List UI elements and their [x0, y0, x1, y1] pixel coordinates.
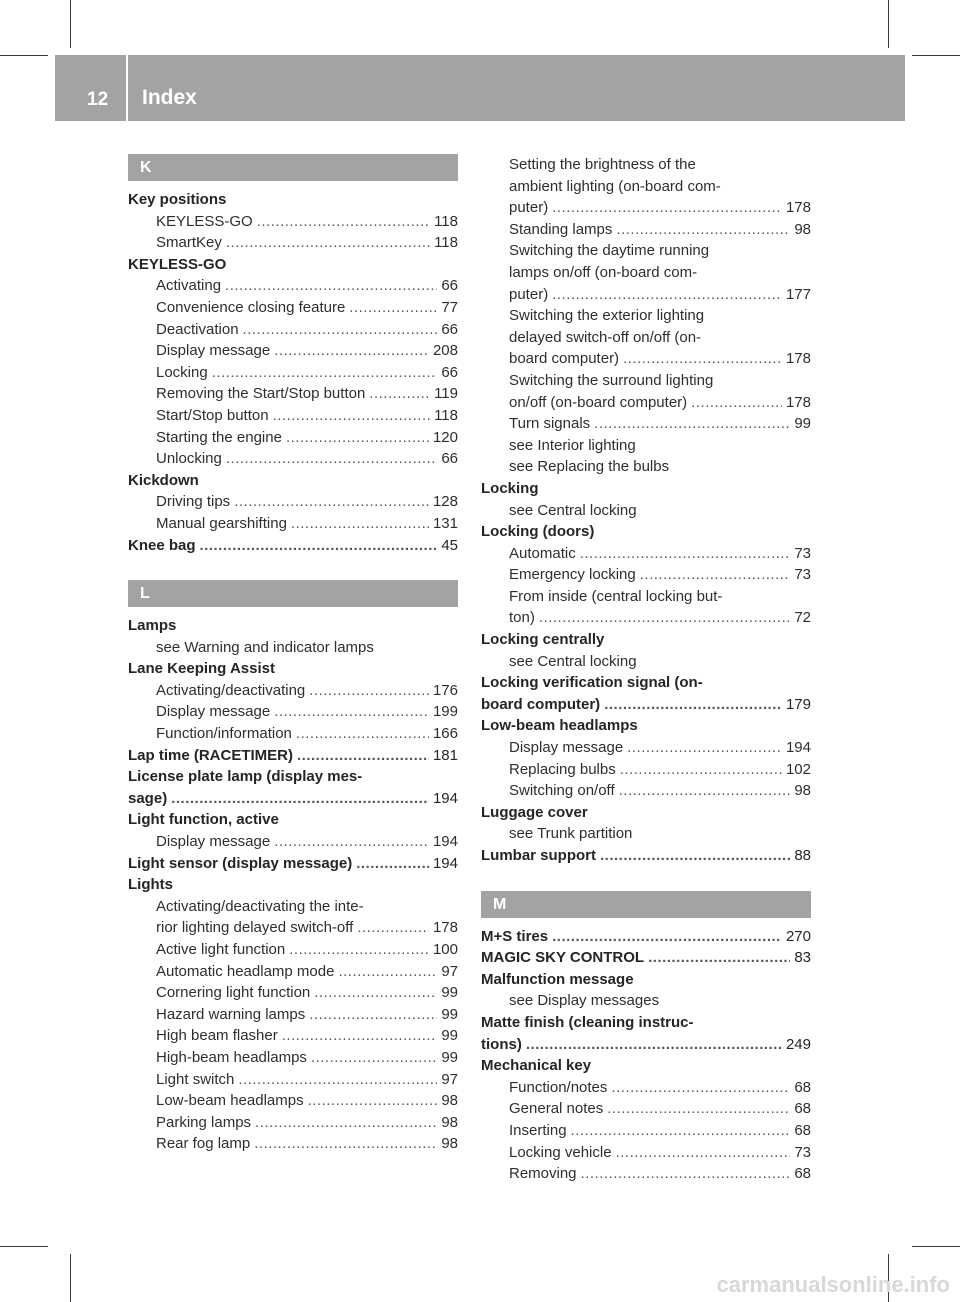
index-subentry — [128, 1112, 458, 1134]
entry-text: Locking — [481, 479, 539, 497]
index-subentry — [481, 651, 811, 673]
index-subentry — [128, 831, 458, 853]
dot-leader — [171, 788, 429, 810]
entry-text: Low-beam headlamps — [156, 1092, 304, 1110]
index-term — [481, 1012, 811, 1034]
entry-text: Locking — [156, 363, 208, 381]
page-reference[interactable]: 72 — [794, 609, 811, 627]
index-subentry — [481, 780, 811, 802]
entry-text: Display message — [509, 739, 624, 757]
crop-mark — [888, 0, 889, 48]
index-subentry — [128, 362, 458, 384]
watermark: carmanualsonline.info — [716, 1272, 950, 1297]
index-subentry — [128, 383, 458, 405]
page-reference[interactable]: 98 — [794, 220, 811, 238]
page-reference[interactable]: 178 — [785, 350, 811, 368]
entry-text: Knee bag — [128, 536, 196, 554]
index-subentry — [481, 1077, 811, 1099]
index-subentry — [128, 405, 458, 427]
dot-leader — [571, 1120, 791, 1142]
page-reference[interactable]: 177 — [785, 285, 811, 303]
entry-text: Light sensor (display message) — [128, 854, 353, 872]
entry-text: Luggage cover — [481, 803, 588, 821]
index-term — [481, 1034, 811, 1056]
index-term — [481, 845, 811, 867]
dot-leader — [619, 780, 791, 802]
page-reference[interactable]: 73 — [794, 544, 811, 562]
dot-leader — [282, 1025, 438, 1047]
page-reference[interactable]: 208 — [432, 342, 458, 360]
dot-leader — [616, 219, 790, 241]
page-reference[interactable]: 194 — [432, 833, 458, 851]
index-subentry — [481, 392, 811, 414]
entry-text: Activating — [156, 277, 222, 295]
page-reference[interactable]: 66 — [441, 363, 458, 381]
entry-text: Switching the exterior lighting — [509, 307, 705, 325]
index-subentry — [128, 1090, 458, 1112]
page-reference[interactable]: 45 — [441, 536, 458, 554]
index-term — [128, 615, 458, 637]
index-subentry — [128, 340, 458, 362]
dot-leader — [212, 362, 438, 384]
page-reference[interactable]: 99 — [441, 1027, 458, 1045]
index-term — [128, 658, 458, 680]
index-term — [128, 874, 458, 896]
dot-leader — [308, 1090, 438, 1112]
page-reference[interactable]: 194 — [432, 854, 458, 872]
index-subentry — [481, 435, 811, 457]
page-reference[interactable]: 119 — [434, 385, 458, 403]
page-reference[interactable]: 98 — [441, 1092, 458, 1110]
entry-text: Malfunction message — [481, 970, 634, 988]
dot-leader — [257, 211, 430, 233]
dot-leader — [289, 939, 429, 961]
page-reference[interactable]: 120 — [432, 428, 458, 446]
entry-text: Light function, active — [128, 811, 279, 829]
index-term — [481, 802, 811, 824]
dot-leader — [539, 607, 790, 629]
page-reference[interactable]: 68 — [794, 1165, 811, 1183]
index-subentry — [481, 1142, 811, 1164]
page-reference[interactable]: 176 — [432, 681, 458, 699]
entry-text: see Central locking — [509, 501, 637, 519]
entry-text: Replacing bulbs — [509, 760, 616, 778]
entry-text: Lamps — [128, 617, 177, 635]
crop-mark — [70, 0, 71, 48]
page-reference[interactable]: 181 — [432, 746, 458, 764]
dot-leader — [255, 1112, 437, 1134]
index-subentry — [128, 275, 458, 297]
index-subentry — [481, 262, 811, 284]
crop-mark — [0, 55, 48, 56]
entry-text: delayed switch-off on/off (on- — [509, 328, 702, 346]
dot-leader — [314, 982, 437, 1004]
index-subentry — [481, 327, 811, 349]
index-subentry — [128, 1069, 458, 1091]
entry-text: see Interior lighting — [509, 436, 636, 454]
entry-text: Convenience closing feature — [156, 298, 346, 316]
entry-text: Locking centrally — [481, 631, 605, 649]
entry-text: Switching on/off — [509, 782, 615, 800]
entry-text: Switching the surround lighting — [509, 371, 714, 389]
index-subentry — [128, 232, 458, 254]
index-subentry — [128, 896, 458, 918]
page-reference[interactable]: 77 — [441, 298, 458, 316]
page-reference[interactable]: 73 — [794, 1143, 811, 1161]
entry-text: puter) — [509, 199, 549, 217]
entry-text: MAGIC SKY CONTROL — [481, 949, 645, 967]
index-subentry — [481, 500, 811, 522]
index-term — [128, 809, 458, 831]
page-reference[interactable]: 118 — [434, 406, 458, 424]
page-reference[interactable]: 178 — [432, 919, 458, 937]
entry-text: Driving tips — [156, 493, 231, 511]
dot-leader — [309, 1004, 437, 1026]
index-subentry — [481, 284, 811, 306]
entry-text: sage) — [128, 789, 168, 807]
dot-leader — [274, 340, 429, 362]
dot-leader — [620, 759, 782, 781]
page-reference[interactable]: 249 — [785, 1035, 811, 1053]
page-reference[interactable]: 179 — [785, 695, 811, 713]
index-subentry — [481, 823, 811, 845]
entry-text: Function/information — [156, 725, 292, 743]
dot-leader — [296, 723, 429, 745]
index-subentry — [481, 413, 811, 435]
page-reference[interactable]: 194 — [432, 789, 458, 807]
dot-leader — [226, 232, 430, 254]
index-term — [481, 694, 811, 716]
entry-text: Automatic headlamp mode — [156, 962, 335, 980]
dot-leader — [291, 513, 429, 535]
index-term — [481, 715, 811, 737]
entry-text: Lights — [128, 876, 173, 894]
index-term — [481, 1055, 811, 1077]
dot-leader — [552, 197, 782, 219]
page-reference[interactable]: 178 — [785, 199, 811, 217]
index-term — [481, 521, 811, 543]
entry-text: puter) — [509, 285, 549, 303]
dot-leader — [627, 737, 782, 759]
index-subentry — [128, 427, 458, 449]
index-subentry — [128, 1133, 458, 1155]
index-subentry — [128, 1047, 458, 1069]
page-reference[interactable]: 97 — [441, 962, 458, 980]
index-term — [128, 470, 458, 492]
entry-text: Cornering light function — [156, 984, 311, 1002]
index-column-right — [481, 154, 811, 1185]
page-reference[interactable]: 68 — [794, 1121, 811, 1139]
entry-text: Low-beam headlamps — [481, 717, 638, 735]
entry-text: Locking verification signal (on- — [481, 674, 703, 692]
dot-leader — [604, 694, 782, 716]
entry-text: Turn signals — [509, 415, 591, 433]
entry-text: Start/Stop button — [156, 406, 269, 424]
entry-text: Lumbar support — [481, 847, 596, 864]
crop-mark — [0, 1246, 48, 1247]
entry-text: see Replacing the bulbs — [509, 458, 670, 476]
entry-text: KEYLESS-GO — [128, 255, 227, 273]
entry-text: Setting the brightness of the — [509, 156, 696, 173]
index-subentry — [481, 370, 811, 392]
entry-text: Active light function — [156, 941, 286, 958]
page-reference[interactable]: 166 — [432, 725, 458, 743]
index-subentry — [481, 348, 811, 370]
entry-text: Automatic — [509, 544, 576, 562]
entry-text: Emergency locking — [509, 566, 636, 584]
page-reference[interactable]: 194 — [785, 739, 811, 757]
index-term — [128, 535, 458, 557]
index-subentry — [481, 240, 811, 262]
entry-text: M+S tires — [481, 927, 549, 945]
index-subentry — [481, 1120, 811, 1142]
entry-text: Hazard warning lamps — [156, 1005, 306, 1023]
dot-leader — [297, 745, 429, 767]
entry-text: ambient lighting (on-board com- — [509, 177, 721, 195]
page-reference[interactable]: 68 — [794, 1100, 811, 1118]
index-term — [481, 478, 811, 500]
dot-leader — [648, 947, 790, 969]
index-subentry — [481, 1098, 811, 1120]
index-subentry — [481, 759, 811, 781]
dot-leader — [311, 1047, 437, 1069]
dot-leader — [200, 535, 438, 557]
index-subentry — [481, 456, 811, 478]
index-subentry — [481, 305, 811, 327]
page-reference[interactable]: 128 — [432, 493, 458, 511]
entry-text: lamps on/off (on-board com- — [509, 263, 698, 281]
entry-text: Display message — [156, 703, 271, 721]
index-subentry — [128, 701, 458, 723]
index-subentry — [128, 211, 458, 233]
index-term — [481, 969, 811, 991]
entry-text: From inside (central locking but- — [509, 587, 723, 605]
page-reference[interactable]: 83 — [794, 949, 811, 967]
entry-text: Inserting — [509, 1121, 567, 1139]
dot-leader — [286, 427, 429, 449]
entry-text: Locking (doors) — [481, 523, 595, 541]
page-reference[interactable]: 102 — [785, 760, 811, 778]
index-term — [481, 926, 811, 948]
dot-leader — [357, 917, 429, 939]
page-number: 12 — [87, 89, 109, 110]
dot-leader — [338, 961, 437, 983]
index-column-left — [128, 154, 458, 1155]
index-subentry — [481, 990, 811, 1012]
index-subentry — [128, 680, 458, 702]
section-heading-k: K — [128, 154, 458, 181]
dot-leader — [226, 448, 437, 470]
dot-leader — [243, 319, 438, 341]
dot-leader — [616, 1142, 791, 1164]
entry-text: Parking lamps — [156, 1113, 252, 1131]
index-term — [481, 672, 811, 694]
index-subentry — [481, 1163, 811, 1185]
page-reference[interactable]: 131 — [432, 514, 458, 532]
crop-mark — [912, 1246, 960, 1247]
header-divider — [126, 55, 128, 121]
entry-text: Kickdown — [128, 471, 199, 489]
index-subentry — [128, 982, 458, 1004]
entry-text: Activating/deactivating — [156, 681, 306, 699]
page-reference[interactable]: 99 — [441, 984, 458, 1002]
entry-text: see Display messages — [509, 992, 660, 1010]
dot-leader — [356, 853, 429, 875]
entry-text: General notes — [509, 1100, 604, 1118]
index-subentry — [128, 939, 458, 961]
page-reference[interactable]: 98 — [794, 782, 811, 800]
page-reference[interactable]: 97 — [441, 1070, 458, 1088]
dot-leader — [274, 701, 429, 723]
entry-text: Mechanical key — [481, 1057, 592, 1075]
index-term — [128, 788, 458, 810]
index-subentry — [128, 448, 458, 470]
index-subentry — [481, 564, 811, 586]
page-reference[interactable]: 66 — [441, 450, 458, 468]
dot-leader — [552, 284, 782, 306]
page-reference[interactable]: 66 — [441, 277, 458, 295]
page-reference[interactable]: 199 — [432, 703, 458, 721]
page-reference[interactable]: 66 — [441, 320, 458, 338]
entry-text: Display message — [156, 833, 271, 851]
crop-mark — [70, 1254, 71, 1302]
page-reference[interactable]: 88 — [794, 847, 811, 864]
entry-text: Standing lamps — [509, 220, 613, 238]
entry-text: Key positions — [128, 191, 227, 208]
page-reference[interactable]: 100 — [432, 941, 458, 958]
section-heading-m: M — [481, 891, 811, 918]
page-reference[interactable]: 99 — [794, 415, 811, 433]
dot-leader — [369, 383, 430, 405]
dot-leader — [623, 348, 782, 370]
entry-text: Removing — [509, 1165, 577, 1183]
index-term — [128, 745, 458, 767]
entry-text: High-beam headlamps — [156, 1048, 307, 1066]
dot-leader — [594, 413, 790, 435]
entry-text: High beam flasher — [156, 1027, 278, 1045]
entry-text: Switching the daytime running — [509, 242, 710, 260]
entry-text: Light switch — [156, 1070, 235, 1088]
entry-text: ton) — [509, 609, 535, 627]
index-term — [128, 853, 458, 875]
dot-leader — [580, 543, 791, 565]
entry-text: Unlocking — [156, 450, 222, 468]
page-reference[interactable]: 99 — [441, 1048, 458, 1066]
page-reference[interactable]: 178 — [785, 393, 811, 411]
entry-text: tions) — [481, 1035, 522, 1053]
dot-leader — [273, 405, 431, 427]
dot-leader — [607, 1098, 790, 1120]
page-reference[interactable]: 118 — [434, 212, 458, 230]
entry-text: rior lighting delayed switch-off — [156, 919, 354, 937]
index-term — [481, 947, 811, 969]
dot-leader — [526, 1034, 782, 1056]
dot-leader — [640, 564, 791, 586]
index-term — [128, 766, 458, 788]
entry-text: Manual gearshifting — [156, 514, 287, 532]
index-subentry — [481, 154, 811, 176]
entry-text: Lane Keeping Assist — [128, 660, 275, 678]
section-heading-l: L — [128, 580, 458, 607]
index-term — [128, 189, 458, 211]
page-reference[interactable]: 270 — [785, 927, 811, 945]
index-subentry — [128, 491, 458, 513]
index-subentry — [128, 917, 458, 939]
entry-text: see Central locking — [509, 652, 637, 670]
index-term — [481, 629, 811, 651]
dot-leader — [238, 1069, 437, 1091]
page-reference[interactable]: 98 — [441, 1135, 458, 1153]
dot-leader — [600, 845, 790, 867]
index-subentry — [128, 1025, 458, 1047]
index-subentry — [481, 176, 811, 198]
index-subentry — [481, 737, 811, 759]
entry-text: SmartKey — [156, 234, 222, 252]
entry-text: Lap time (RACETIMER) — [128, 746, 293, 764]
entry-text: KEYLESS-GO — [156, 212, 253, 230]
entry-text: board computer) — [509, 350, 620, 368]
entry-text: License plate lamp (display mes- — [128, 768, 363, 786]
dot-leader — [309, 680, 429, 702]
index-subentry — [128, 1004, 458, 1026]
index-subentry — [128, 513, 458, 535]
entry-text: Function/notes — [509, 1078, 608, 1096]
entry-text: Locking vehicle — [509, 1143, 612, 1161]
page-reference[interactable]: 68 — [794, 1078, 811, 1096]
index-subentry — [481, 197, 811, 219]
entry-text: Rear fog lamp — [156, 1135, 251, 1153]
crop-mark — [912, 55, 960, 56]
page-reference[interactable]: 99 — [441, 1005, 458, 1023]
index-subentry — [128, 723, 458, 745]
dot-leader — [349, 297, 437, 319]
dot-leader — [552, 926, 782, 948]
dot-leader — [611, 1077, 790, 1099]
entry-text: Deactivation — [156, 320, 239, 338]
entry-text: board computer) — [481, 695, 601, 713]
entry-text: Starting the engine — [156, 428, 282, 446]
entry-text: Activating/deactivating the inte- — [156, 897, 364, 915]
index-subentry — [481, 219, 811, 241]
index-subentry — [128, 961, 458, 983]
index-subentry — [481, 586, 811, 608]
entry-text: Matte finish (cleaning instruc- — [481, 1013, 694, 1031]
dot-leader — [254, 1133, 437, 1155]
entry-text: Display message — [156, 342, 271, 360]
entry-text: see Warning and indicator lamps — [156, 638, 374, 656]
entry-text: Removing the Start/Stop button — [156, 385, 366, 403]
page-reference[interactable]: 98 — [441, 1113, 458, 1131]
dot-leader — [274, 831, 429, 853]
index-subentry — [481, 607, 811, 629]
index-term — [128, 254, 458, 276]
dot-leader — [225, 275, 437, 297]
index-subentry — [481, 543, 811, 565]
dot-leader — [691, 392, 782, 414]
entry-text: see Trunk partition — [509, 825, 633, 843]
index-subentry — [128, 319, 458, 341]
index-subentry — [128, 297, 458, 319]
index-subentry — [128, 637, 458, 659]
dot-leader — [581, 1163, 791, 1185]
entry-text: on/off (on-board computer) — [509, 393, 688, 411]
dot-leader — [234, 491, 429, 513]
page-reference[interactable]: 73 — [794, 566, 811, 584]
page-title: Index — [142, 86, 197, 109]
page-reference[interactable]: 118 — [434, 234, 458, 252]
